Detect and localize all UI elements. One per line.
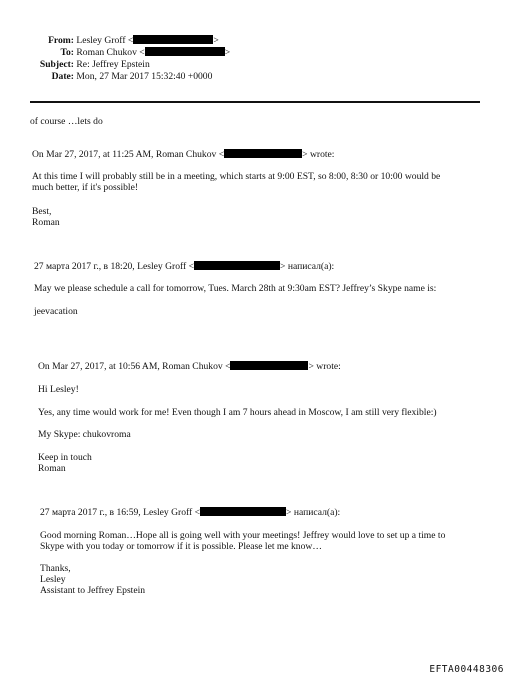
- quote1-attribution-text: On Mar 27, 2017, at 11:25 AM, Roman Chukov <: [32, 149, 225, 160]
- email-header-to: [0, 47, 230, 58]
- quote3-attribution-end: > wrote:: [308, 361, 341, 372]
- quote3-signoff: Keep in touch: [38, 452, 92, 463]
- quote1-line: At this time I will probably still be in a meeting, which starts at 9:00 EST, so 8:00, 8:30 or 10:00 would be: [32, 171, 441, 182]
- reply-text: of course …lets do: [30, 116, 103, 127]
- subject-label: Subject:: [39, 59, 74, 70]
- quote2-attribution: [34, 261, 334, 272]
- quote3-skype: My Skype: chukovroma: [38, 429, 131, 440]
- redaction-bar: [194, 261, 280, 270]
- subject-value: Re: Jeffrey Epstein: [76, 59, 150, 70]
- from-value: Lesley Groff <: [76, 35, 134, 46]
- quote2-attribution-end: > написал(а):: [280, 261, 335, 272]
- quote4-signature: Lesley: [40, 574, 66, 585]
- redaction-bar: [133, 35, 213, 44]
- quote1-attribution-end: > wrote:: [302, 149, 335, 160]
- email-header-subject: [0, 59, 150, 70]
- quote4-signoff: Thanks,: [40, 563, 71, 574]
- redaction-bar: [200, 507, 286, 516]
- header-divider: [30, 101, 480, 103]
- quote4-line: Good morning Roman…Hope all is going well with your meetings! Jeffrey would love to set up a time to: [40, 530, 446, 541]
- quote1-line: much better, if it's possible!: [32, 182, 139, 193]
- quote3-attribution: [38, 361, 341, 372]
- redaction-bar: [230, 361, 308, 370]
- quote2-line: jeevacation: [34, 306, 78, 317]
- date-label: Date:: [51, 71, 74, 82]
- quote1-signature: Roman: [32, 217, 60, 228]
- to-value: Roman Chukov <: [76, 47, 145, 58]
- redaction-bar: [224, 149, 302, 158]
- quote4-attribution-end: > написал(а):: [286, 507, 341, 518]
- bracket-close: >: [224, 47, 231, 58]
- date-value: Mon, 27 Mar 2017 15:32:40 +0000: [76, 71, 213, 82]
- redaction-bar: [145, 47, 225, 56]
- quote2-line: May we please schedule a call for tomorrow, Tues. March 28th at 9:30am EST? Jeffrey’s Skype name is:: [34, 283, 437, 294]
- quote1-signoff: Best,: [32, 206, 52, 217]
- email-header-from: [0, 35, 219, 46]
- from-label: From:: [48, 35, 74, 46]
- quote1-attribution: [32, 149, 334, 160]
- quote4-signature-title: Assistant to Jeffrey Epstein: [40, 585, 146, 596]
- to-label: To:: [60, 47, 74, 58]
- bracket-close: >: [213, 35, 219, 46]
- quote3-attribution-text: On Mar 27, 2017, at 10:56 AM, Roman Chukov <: [38, 361, 231, 372]
- quote3-signature: Roman: [38, 463, 66, 474]
- quote4-attribution-text: 27 марта 2017 г., в 16:59, Lesley Groff <: [40, 507, 201, 518]
- quote2-attribution-text: 27 марта 2017 г., в 18:20, Lesley Groff <: [34, 261, 195, 272]
- quote4-line: Skype with you today or tomorrow if it is possible. Please let me know…: [40, 541, 322, 552]
- quote3-greeting: Hi Lesley!: [38, 384, 79, 395]
- quote4-attribution: [40, 507, 340, 518]
- document-id: EFTA00448306: [429, 664, 504, 675]
- quote3-line: Yes, any time would work for me! Even though I am 7 hours ahead in Moscow, I am still very flexible:): [38, 407, 437, 418]
- email-header-date: [0, 71, 212, 82]
